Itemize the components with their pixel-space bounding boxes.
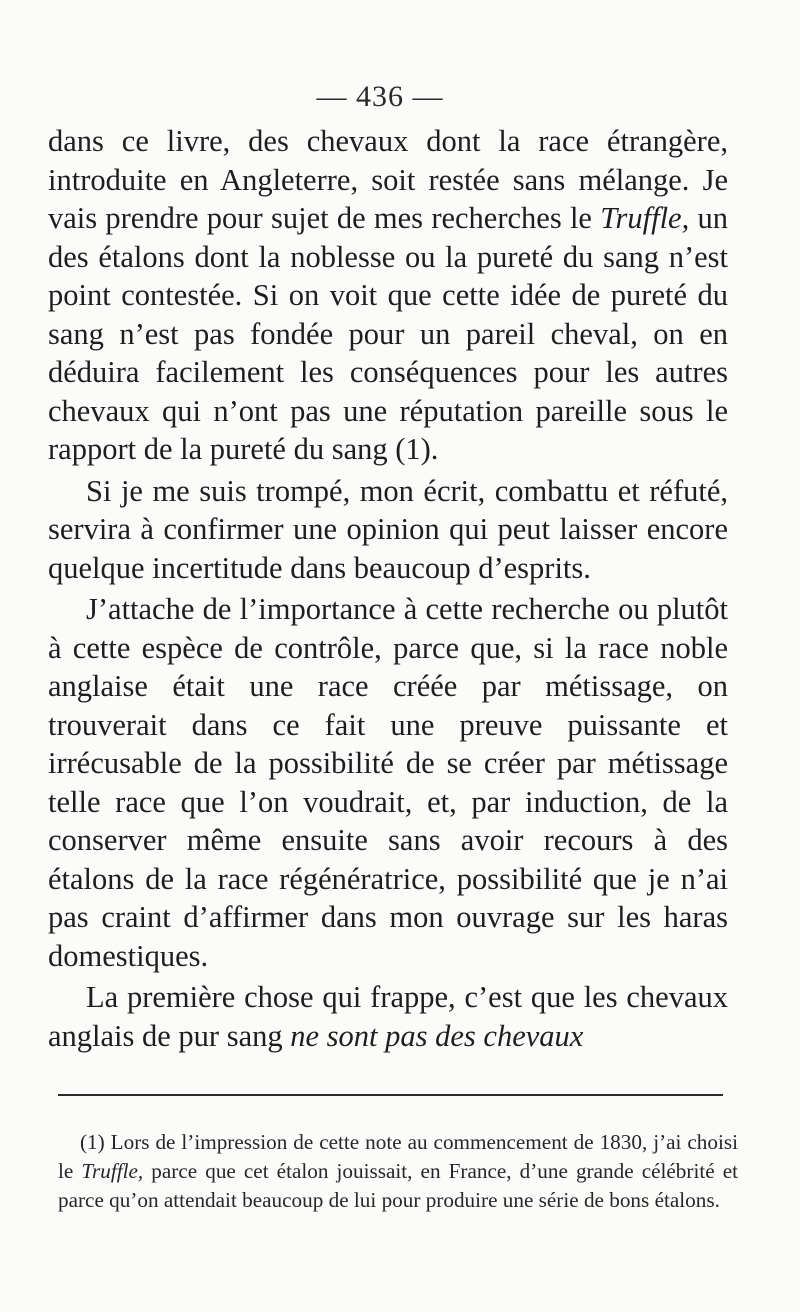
- footnote-italic: Truffle,: [81, 1159, 144, 1183]
- footnote: [58, 1128, 738, 1215]
- paragraph-4-text: La première chose qui frappe, c’est que les chevaux anglais de pur sang: [48, 980, 728, 1053]
- paragraph-1-text-a: dans ce livre, des chevaux dont la race étrangère, introduite en Angleterre, soit restée sans mélange. Je vais prendre pour sujet de mes recherches le: [48, 124, 728, 235]
- footnote-paragraph: [58, 1128, 738, 1215]
- paragraph-4: [48, 978, 728, 1055]
- footnote-text-b: parce que cet étalon jouissait, en France, d’une grande célébrité et parce qu’on attendait beaucoup de lui pour produire une série de bons étalons.: [58, 1159, 738, 1212]
- paragraph-2: Si je me suis trompé, mon écrit, combattu et réfuté, servira à confirmer une opinion qui peut laisser encore quelque incertitude dans beaucoup d’esprits.: [48, 473, 728, 585]
- footnote-divider: [58, 1094, 723, 1096]
- page-number: — 436 —: [316, 80, 444, 113]
- footnote-text-a: (1) Lors de l’impression de cette note au commencement de 1830, j’ai choisi le: [58, 1130, 738, 1183]
- paragraph-1: [48, 122, 728, 469]
- main-text: [48, 122, 728, 1055]
- paragraph-4-italic: ne sont pas des chevaux: [290, 1018, 584, 1053]
- paragraph-1-text-b: un des étalons dont la noblesse ou la pureté du sang n’est point contestée. Si on voit que cette idée de pureté du sang n’est pas fondée pour un pareil cheval, on en déduira facilement les conséquences pour les autres chevaux qui n’ont pas une réputation pareille sous le rapport de la pureté du sang (1).: [48, 201, 728, 466]
- paragraph-1-italic: Truffle,: [600, 201, 690, 235]
- paragraph-3: J’attache de l’importance à cette recherche ou plutôt à cette espèce de contrôle, parce que, si la race noble anglaise était une race créée par métissage, on trouverait dans ce fait une preuve puissante et irrécusable de la possibilité de se créer par métissage telle race que l’on voudrait, et, par induction, de la conserver même ensuite sans avoir recours à des étalons de la race régénératrice, possibilité que je n’ai pas craint d’affirmer dans mon ouvrage sur les haras domestiques.: [48, 592, 728, 973]
